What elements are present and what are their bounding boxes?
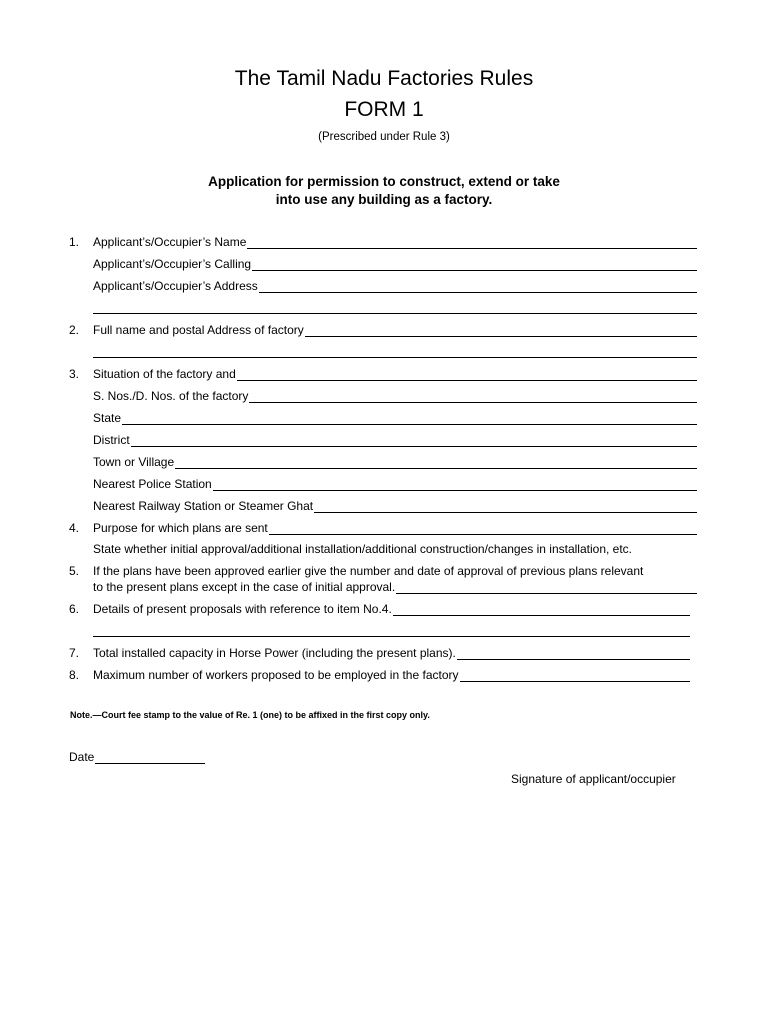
max-workers-field[interactable] [93,668,690,682]
fill-line[interactable] [259,280,697,293]
proposals-continuation-line[interactable] [93,636,690,637]
item-4-row [0,521,768,539]
field-label: Full name and postal Address of factory [93,323,304,337]
town-field[interactable] [93,455,697,469]
previous-plans-text-line1: If the plans have been approved earlier give the number and date of approval of previous plans relevant [93,564,644,578]
fill-line[interactable] [252,258,697,271]
fill-line[interactable] [305,324,697,337]
field-label: Situation of the factory and [93,367,236,381]
police-station-row [0,477,768,495]
fill-line[interactable] [213,478,697,491]
fill-line[interactable] [122,412,697,425]
factory-situation-field[interactable] [93,367,697,381]
item-3-row [0,367,768,385]
field-label: State [93,411,122,425]
fill-line[interactable] [460,669,690,682]
form-title: The Tamil Nadu Factories Rules [234,67,534,90]
survey-numbers-row [0,389,768,407]
item-number: 6. [69,602,80,616]
applicant-calling-field[interactable] [93,257,697,271]
address-continuation-line[interactable] [93,313,697,314]
applicant-address-row [0,279,768,297]
factory-address-continuation-line[interactable] [93,357,697,358]
field-label: Nearest Railway Station or Steamer Ghat [93,499,314,513]
application-heading-line2: into use any building as a factory. [275,191,493,207]
present-proposals-field[interactable] [93,602,690,616]
fill-line[interactable] [237,368,697,381]
item-number: 2. [69,323,80,337]
field-label: S. Nos./D. Nos. of the factory [93,389,249,403]
fill-line[interactable] [393,603,690,616]
purpose-field[interactable] [93,521,697,535]
field-label: Purpose for which plans are sent [93,521,268,535]
applicant-calling-row [0,257,768,275]
railway-station-row [0,499,768,517]
field-label: Details of present proposals with reference to item No.4. [93,602,392,616]
field-label: Town or Village [93,455,175,469]
previous-plans-row [0,580,768,598]
fill-line[interactable] [269,522,697,535]
state-field[interactable] [93,411,697,425]
field-label: Applicant’s/Occupier’s Calling [93,257,252,271]
item-number: 5. [69,564,80,578]
item-number: 7. [69,646,80,660]
fill-line[interactable] [175,456,697,469]
survey-numbers-field[interactable] [93,389,697,403]
applicant-name-field[interactable] [93,235,697,249]
date-label: Date [69,750,95,764]
field-label: Applicant’s/Occupier’s Address [93,279,258,293]
fill-line[interactable] [396,581,697,594]
fill-line[interactable] [314,500,697,513]
field-label: Maximum number of workers proposed to be employed in the factory [93,668,459,682]
application-heading-line1: Application for permission to construct, extend or take [208,174,560,189]
item-number: 4. [69,521,80,535]
fill-line[interactable] [247,236,697,249]
police-station-field[interactable] [93,477,697,491]
item-2-row [0,323,768,341]
applicant-address-field[interactable] [93,279,697,293]
item-number: 3. [69,367,80,381]
signature-label: Signature of applicant/occupier [511,772,676,786]
previous-plans-field[interactable] [93,580,697,594]
item-number: 8. [69,668,80,682]
field-label: Nearest Police Station [93,477,212,491]
field-label: Applicant’s/Occupier’s Name [93,235,247,249]
state-row [0,411,768,429]
town-row [0,455,768,473]
field-label: District [93,433,130,447]
field-label: to the present plans except in the case of initial approval. [93,580,396,594]
field-label: Total installed capacity in Horse Power (including the present plans). [93,646,456,660]
item-1-row [0,235,768,253]
application-heading [0,173,768,208]
form-number: FORM 1 [344,98,424,121]
state-whether-text: State whether initial approval/additional installation/additional construction/changes in installation, etc. [93,542,632,556]
fill-line[interactable] [131,434,697,447]
district-row [0,433,768,451]
factory-address-field[interactable] [93,323,697,337]
item-number: 1. [69,235,80,249]
fill-line[interactable] [249,390,697,403]
district-field[interactable] [93,433,697,447]
date-fill-line[interactable] [95,751,205,764]
item-6-row [0,602,768,620]
prescribed-rule: (Prescribed under Rule 3) [318,131,450,143]
court-fee-note: Note.—Court fee stamp to the value of Re. 1 (one) to be affixed in the first copy only. [70,710,430,720]
horse-power-field[interactable] [93,646,690,660]
item-7-row [0,646,768,664]
railway-station-field[interactable] [93,499,697,513]
date-field[interactable] [69,750,205,764]
item-8-row [0,668,768,686]
fill-line[interactable] [457,647,690,660]
